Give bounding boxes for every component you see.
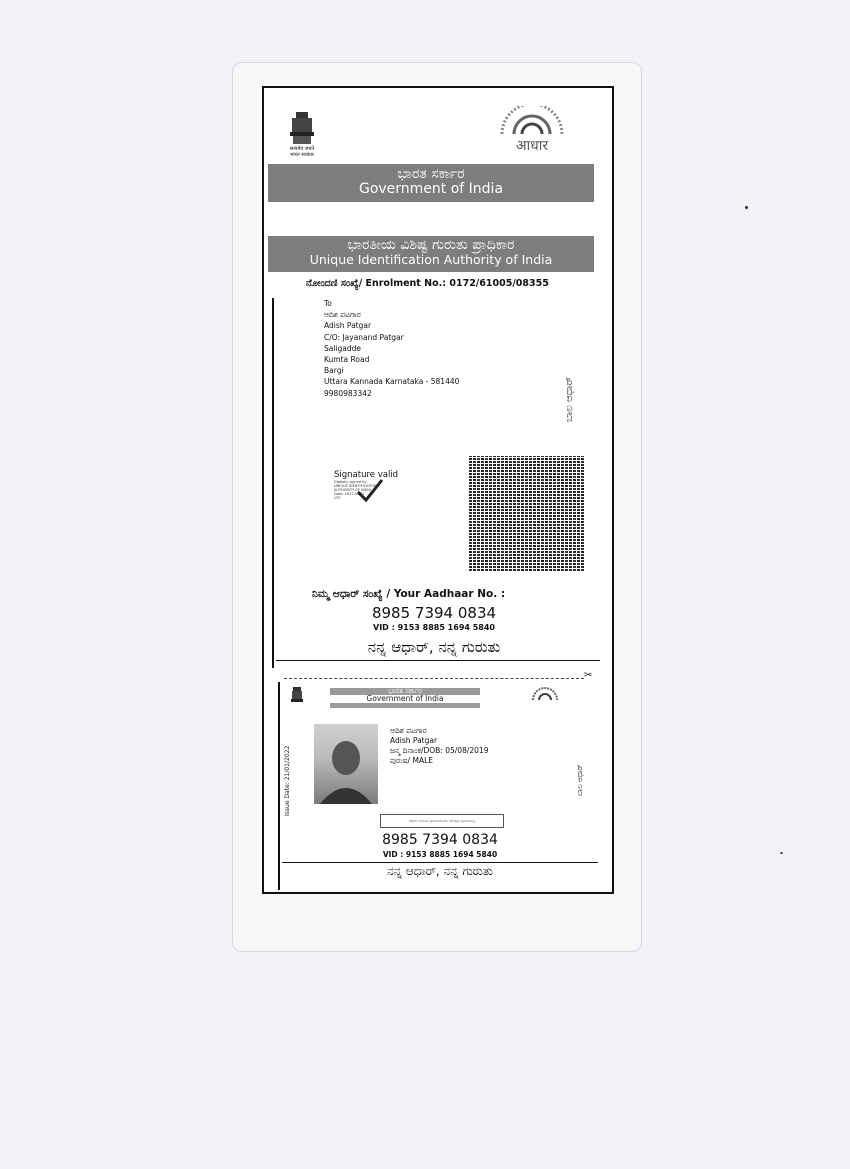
issue-date: Issue Date: 21/01/2022 (284, 745, 291, 816)
signature-block (334, 470, 424, 500)
cutout-bal-aadhaar-vertical-text: ಬಾಲ ಆಧಾರ್ (576, 764, 584, 796)
cutout-govt-band (330, 688, 480, 708)
cutout-dob: ಜನ್ಮ ದಿನಾಂಕ/DOB: 05/08/2019 (390, 746, 489, 755)
govt-kannada: ಭಾರತ ಸರ್ಕಾರ (397, 166, 465, 182)
cut-line (284, 678, 584, 679)
bal-aadhaar-vertical-text: ಬಾಲ ಆಧಾರ್ (564, 376, 575, 422)
uidai-kannada: ಭಾರತೀಯ ವಿಶಿಷ್ಟ ಗುರುತು ಪ್ರಾಧಿಕಾರ (347, 237, 515, 253)
aadhaar-number: 8985 7394 0834 (371, 604, 497, 622)
cutout-aadhaar-number: 8985 7394 0834 (382, 832, 498, 848)
aadhaar-no-label: ನಿಮ್ಮ ಆಧಾರ್ ಸಂಖ್ಯೆ / Your Aadhaar No. : (312, 588, 506, 600)
aadhaar-logo-small-icon (530, 686, 560, 704)
cutout-govt-kannada: ಭಾರತ ಸರ್ಕಾರ (388, 687, 422, 695)
address-to: To (324, 299, 332, 308)
enrolment-number (306, 278, 549, 289)
government-band (268, 164, 594, 202)
cutout-tagline: ನನ್ನ ಆಧಾರ್, ನನ್ನ ಗುರುತು (387, 864, 493, 878)
aadhaar-sun-icon (492, 106, 572, 136)
cutout-details (390, 726, 540, 766)
photo (314, 724, 378, 804)
aadhaar-logo (492, 106, 572, 154)
address-line: Bargi (324, 366, 344, 376)
cutout-gender: ಪುರುಷ/ MALE (390, 756, 433, 765)
cutout-govt-english: Government of India (330, 695, 480, 703)
cutout-name-english: Adish Patgar (390, 736, 438, 745)
emblem-small-icon (288, 686, 306, 708)
emblem-icon (282, 110, 322, 160)
enrolment-value: 0172/61005/08355 (449, 278, 549, 289)
govt-english: Government of India (358, 180, 504, 197)
address-line: C/O: Jayanand Patgar (324, 332, 404, 342)
aadhaar-logo-text: आधार (515, 138, 549, 154)
emblem-caption: सत्यमेव जयते भारत सरकार (289, 146, 315, 158)
qr-code (468, 456, 584, 572)
address-line: Adish Patgar (324, 321, 372, 331)
address-line: 9980983342 (324, 388, 372, 398)
check-mark-icon (356, 478, 384, 504)
enrolment-label: ನೋಂದಣಿ ಸಂಖ್ಯೆ/ Enrolment No.: (306, 278, 447, 289)
uidai-band (268, 236, 594, 272)
cutout-vid: VID : 9153 8885 1694 5840 (382, 850, 498, 859)
dust-speck (780, 852, 783, 854)
info-box: ಆಧಾರ್ ಗುರುತಿನ ಪುರಾವೆಯಾಗಿದೆ, ಪೌರತ್ವದ ಪುರಾವೆಯಲ್ಲ (380, 814, 504, 828)
uidai-english: Unique Identification Authority of India (309, 251, 553, 267)
dust-speck (745, 206, 748, 209)
tagline: ನನ್ನ ಆಧಾರ್, ನನ್ನ ಗುರುತು (367, 638, 501, 656)
cutout-name-kannada: ಆದಿಶ ಪಟಗಾರ (390, 726, 427, 735)
aadhaar-letter (262, 86, 614, 894)
address-line: Uttara Kannada Karnataka - 581440 (324, 377, 460, 387)
signature-details: Digitally signed by UNIQUE IDENTIFICATION AUTHORITY OF INDIA Date: 2022.01.21 UTC (334, 480, 377, 500)
address-line: Kumta Road (324, 355, 370, 365)
address-line: Saligadde (324, 343, 362, 353)
scissors-icon: ✂ (584, 670, 593, 681)
address-block (324, 298, 524, 399)
address-line: ಆದಿಶ ಪಟಗಾರ (324, 310, 361, 320)
cutout-divider (282, 862, 598, 863)
vid-number: VID : 9153 8885 1694 5840 (373, 623, 495, 632)
cutout-card (278, 682, 598, 890)
divider (276, 660, 600, 661)
signature-label: Signature valid (334, 470, 399, 480)
